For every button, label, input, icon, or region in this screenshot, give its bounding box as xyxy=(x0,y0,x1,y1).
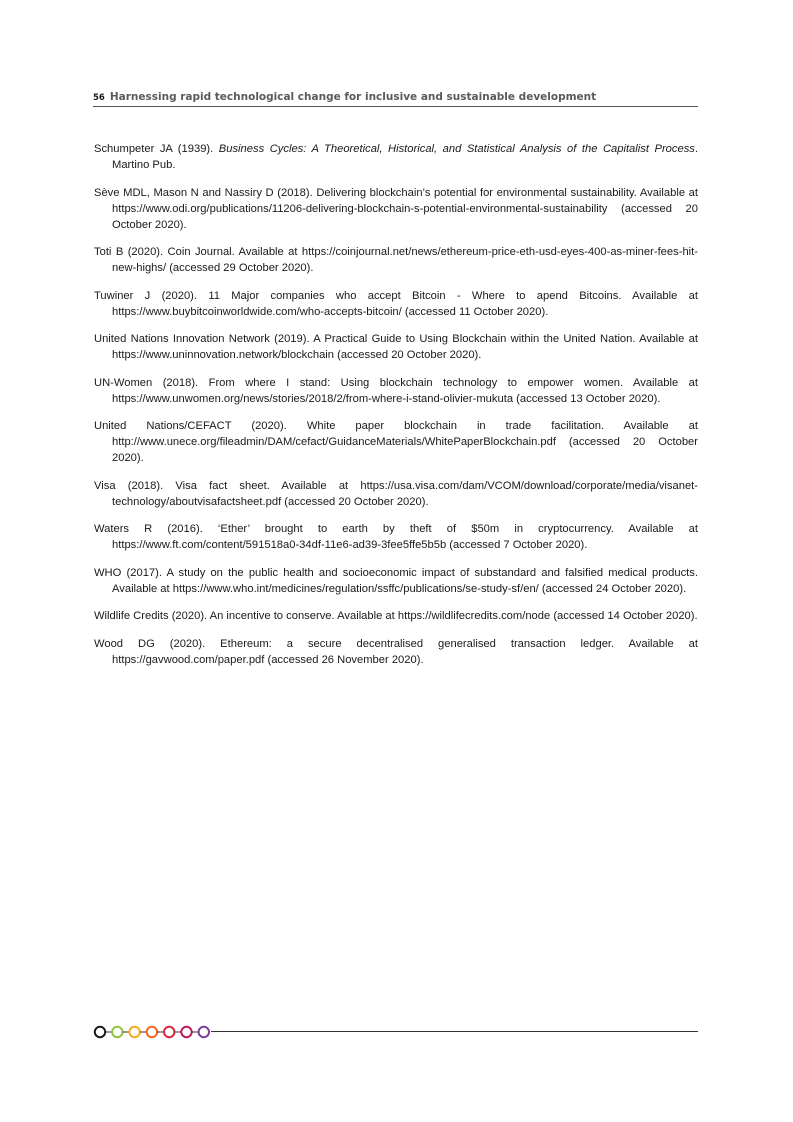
reference-entry xyxy=(94,636,698,668)
reference-text: Wildlife Credits (2020). An incentive to conserve. Available at https://wildlifecredits.com/node (accessed 14 October 2020). xyxy=(94,610,698,622)
running-title: Harnessing rapid technological change for inclusive and sustainable development xyxy=(109,91,597,103)
reference-entry xyxy=(94,185,698,233)
circle-chain-icon xyxy=(93,1024,219,1040)
page-number: 56 xyxy=(93,93,105,103)
chain-circle-icon xyxy=(164,1027,174,1037)
chain-circle-icon xyxy=(95,1027,105,1037)
reference-text: UN-Women (2018). From where I stand: Using blockchain technology to empower women. Available at https://www.unwomen.org/news/stories/2018/2/from-where-i-stand-olivier-mukuta (accessed 13 October 2020). xyxy=(94,376,698,405)
reference-entry xyxy=(94,288,698,320)
reference-text: Tuwiner J (2020). 11 Major companies who accept Bitcoin - Where to apend Bitcoins. Available at https://www.buybitcoinworldwide.com/who-accepts-bitcoin/ (accessed 11 October 2020). xyxy=(94,289,698,318)
reference-text: WHO (2017). A study on the public health and socioeconomic impact of substandard and falsified medical products. Available at https://www.who.int/medicines/regulation/ssffc/publications/se-study-sf/en/ (accessed 24 October 2020). xyxy=(94,566,698,595)
reference-text: Toti B (2020). Coin Journal. Available at https://coinjournal.net/news/ethereum-price-eth-usd-eyes-400-as-miner-fees-hit-new-highs/ (accessed 29 October 2020). xyxy=(94,246,698,274)
chain-circle-icon xyxy=(147,1027,157,1037)
reference-text: Schumpeter JA (1939). xyxy=(94,143,219,155)
chain-circle-icon xyxy=(199,1027,209,1037)
reference-entry xyxy=(94,521,698,553)
reference-entry xyxy=(94,141,698,173)
reference-list xyxy=(94,141,698,679)
reference-entry xyxy=(94,244,698,276)
reference-entry xyxy=(94,375,698,407)
footer-rule xyxy=(211,1031,698,1032)
chain-circle-icon xyxy=(112,1027,122,1037)
reference-entry xyxy=(94,565,698,597)
reference-entry xyxy=(94,478,698,510)
chain-circle-icon xyxy=(181,1027,191,1037)
reference-text: Sève MDL, Mason N and Nassiry D (2018). Delivering blockchain’s potential for environmental sustainability. Available at https://www.odi.org/publications/11206-delivering-blockchain-s-potential-environmental-sustainability (accessed 20 October 2020). xyxy=(94,186,698,231)
reference-entry xyxy=(94,418,698,466)
chain-circle-icon xyxy=(129,1027,139,1037)
header-text xyxy=(93,90,698,105)
reference-title: Business Cycles: A Theoretical, Historical, and Statistical Analysis of the Capitalist Process xyxy=(218,143,695,155)
reference-text: United Nations Innovation Network (2019). A Practical Guide to Using Blockchain within the United Nation. Available at https://www.uninnovation.network/blockchain (accessed 20 October 2020). xyxy=(94,333,698,361)
running-header xyxy=(93,90,698,107)
reference-entry xyxy=(94,331,698,363)
reference-text: Visa (2018). Visa fact sheet. Available at https://usa.visa.com/dam/VCOM/download/corporate/media/visanet-technology/aboutvisafactsheet.pdf (accessed 20 October 2020). xyxy=(94,479,698,508)
reference-text: Waters R (2016). ‘Ether’ brought to earth by theft of $50m in cryptocurrency. Available at https://www.ft.com/content/591518a0-34df-11e6-ad39-3fee5ffe5b5b (accessed 7 October 2020). xyxy=(94,523,698,551)
reference-text: United Nations/CEFACT (2020). White paper blockchain in trade facilitation. Available at http://www.unece.org/fileadmin/DAM/cefact/GuidanceMaterials/WhitePaperBlockchain.pdf (accessed 20 October 2020). xyxy=(94,420,698,464)
reference-entry xyxy=(94,608,698,624)
footer-decoration xyxy=(93,1024,698,1040)
reference-text: Wood DG (2020). Ethereum: a secure decentralised generalised transaction ledger. Available at https://gavwood.com/paper.pdf (accessed 26 November 2020). xyxy=(94,637,698,666)
reference-text-tail: . Martino Pub. xyxy=(112,143,698,171)
